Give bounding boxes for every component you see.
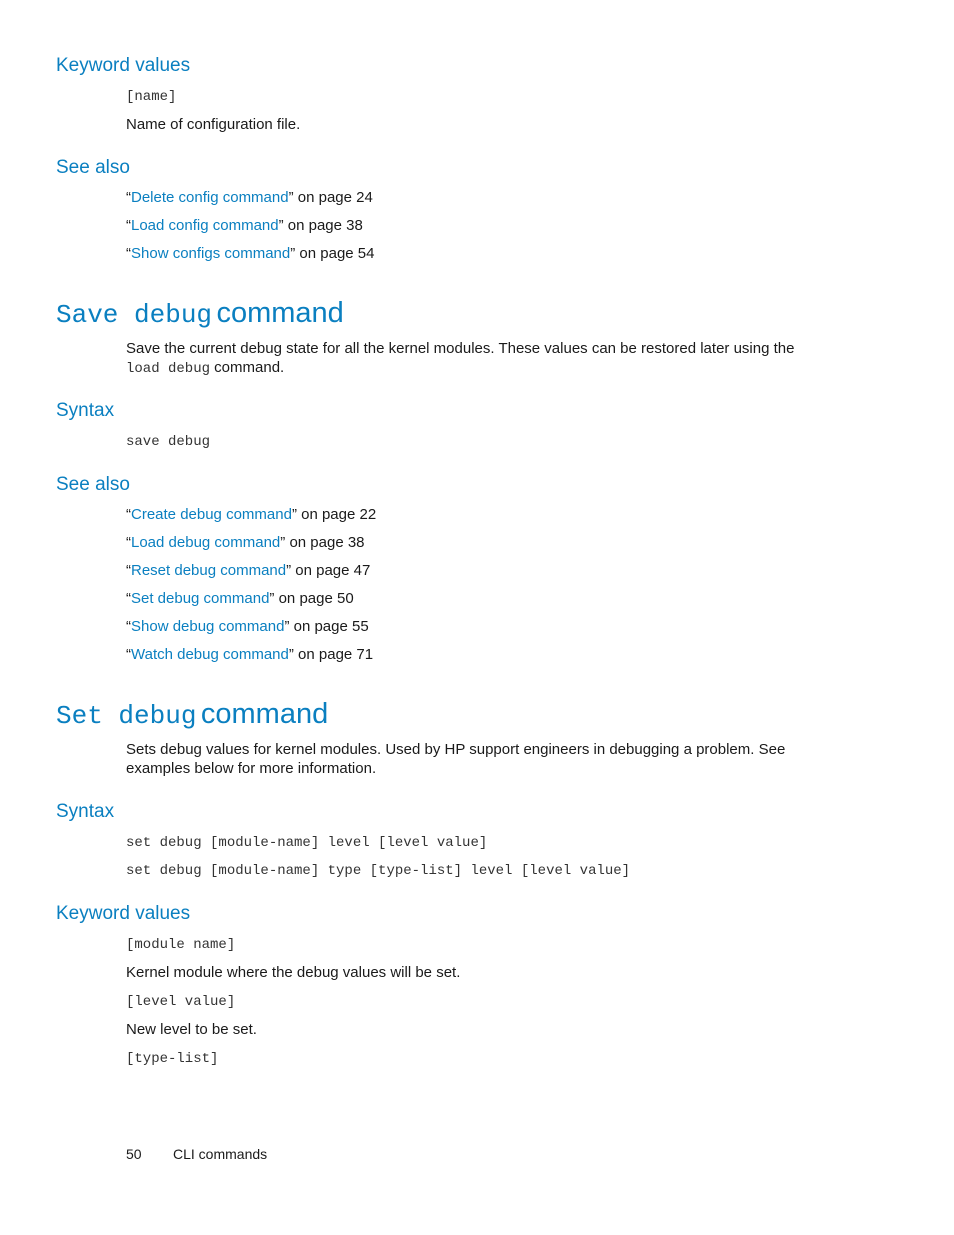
set-debug-description-line2: examples below for more information. [126, 760, 377, 777]
save-debug-description-line2: load debug command. [126, 359, 285, 377]
see-also-item: “Load debug command” on page 38 [126, 534, 365, 551]
see-also-link[interactable]: Load debug command [131, 534, 281, 551]
keyword-code: [module name] [126, 937, 236, 953]
see-also-link[interactable]: Watch debug command [131, 646, 289, 663]
keyword-description: New level to be set. [126, 1021, 257, 1038]
see-also-item: “Set debug command” on page 50 [126, 590, 354, 607]
syntax-heading: Syntax [56, 801, 115, 822]
see-also-item: “Show debug command” on page 55 [126, 618, 369, 635]
see-also-item: “Create debug command” on page 22 [126, 506, 377, 523]
syntax-heading: Syntax [56, 400, 115, 421]
keyword-description: Name of configuration file. [126, 116, 301, 133]
see-also-item: “Delete config command” on page 24 [126, 189, 373, 206]
see-also-link[interactable]: Show debug command [131, 618, 285, 635]
see-also-link[interactable]: Load config command [131, 217, 279, 234]
see-also-heading: See also [56, 474, 130, 495]
keyword-code: [level value] [126, 994, 236, 1010]
syntax-code: set debug [module-name] level [level value] [126, 835, 488, 851]
keyword-code: [type-list] [126, 1051, 219, 1067]
syntax-code: save debug [126, 434, 211, 450]
set-debug-description: Sets debug values for kernel modules. Used by HP support engineers in debugging a problem. See [126, 741, 786, 758]
see-also-item: “Watch debug command” on page 71 [126, 646, 374, 663]
see-also-link[interactable]: Set debug command [131, 590, 270, 607]
see-also-link[interactable]: Show configs command [131, 245, 291, 262]
syntax-code: set debug [module-name] type [type-list] level [level value] [126, 863, 631, 879]
keyword-values-heading: Keyword values [56, 903, 191, 924]
keyword-values-heading: Keyword values [56, 55, 191, 76]
see-also-heading: See also [56, 157, 130, 178]
see-also-link[interactable]: Create debug command [131, 506, 292, 523]
see-also-item: “Show configs command” on page 54 [126, 245, 375, 262]
page-number: 50 [126, 1146, 142, 1162]
footer-section-title: CLI commands [173, 1146, 268, 1162]
set-debug-title: Set debug command [56, 698, 329, 731]
save-debug-description: Save the current debug state for all the kernel modules. These values can be restored later using the [126, 340, 795, 357]
see-also-item: “Reset debug command” on page 47 [126, 562, 371, 579]
keyword-code: [name] [126, 89, 177, 105]
see-also-item: “Load config command” on page 38 [126, 217, 363, 234]
see-also-link[interactable]: Delete config command [131, 189, 289, 206]
see-also-link[interactable]: Reset debug command [131, 562, 287, 579]
keyword-description: Kernel module where the debug values will be set. [126, 964, 461, 981]
save-debug-title: Save debug command [56, 297, 344, 330]
